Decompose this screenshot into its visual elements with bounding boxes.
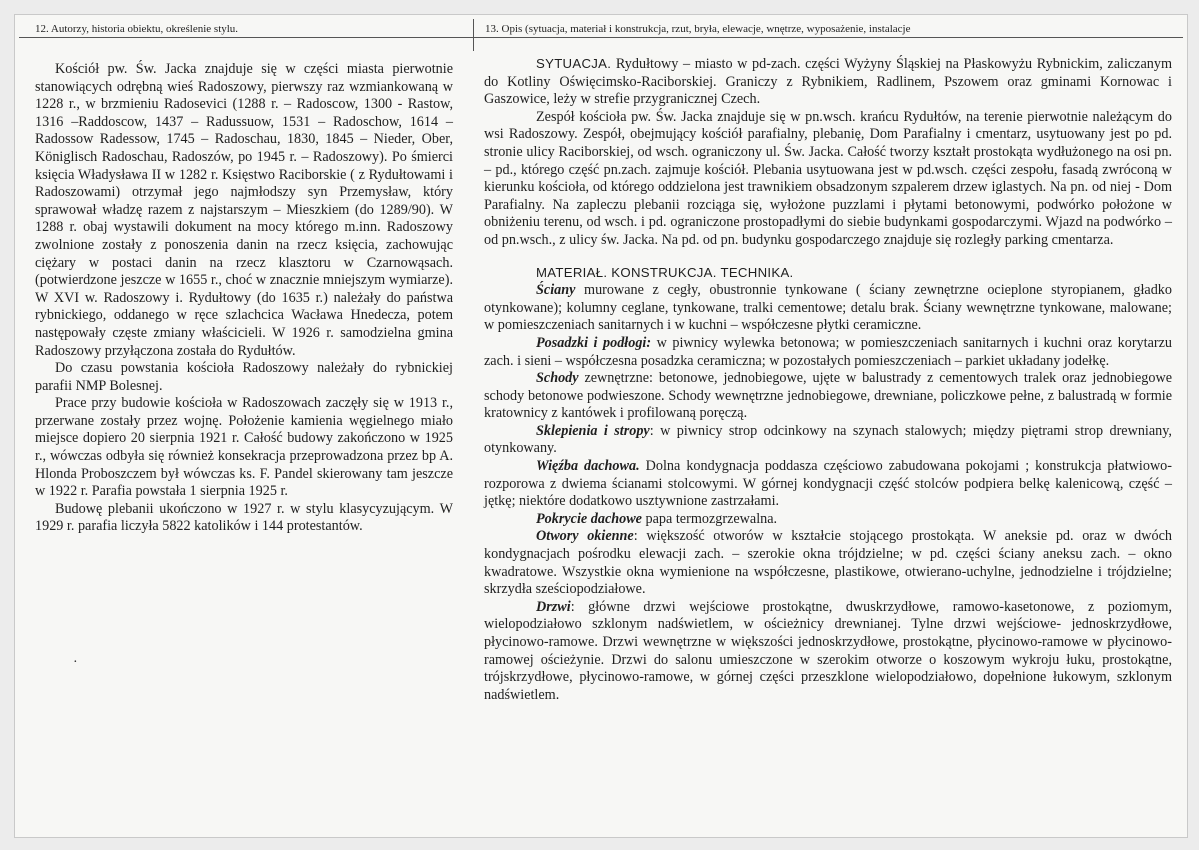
history-paragraph: Kościół pw. Św. Jacka znajduje się w części miasta pierwotnie stanowiących odrębną wieś Radoszowy, pierwszy raz wzmiankowaną w 1228 r., w brzmieniu Radosevici (1288 r. – Radoscow, 1300 - Rastow, 1316 –Raddoscow, 1437 – Radussuow, 1531 – Radoschow, 1614 – Radossow Radessow, 1745 – Radoschau, 1830, 1845 – Nieder, Ober, Königlisch Radoschau, Radoszów, po 1945 r. – Radoszowy). Po śmierci księcia Władysława II w 1282 r. Księstwo Raciborskie ( z Rydułtowami i Radoszowami) otrzymał jego najmłodszy syn Przemysław, który sprawował władzę razem z najstarszym – Mieszkiem (do 1289/90). W 1288 r. obaj wystawili dokument na mocy którego m.inn. Radoszowy zwolnione zostały z ponoszenia danin na rzecz księcia, zachowując ciężary w postaci danin na rzecz klasztoru w Czarnowąsach. (potwierdzone jeszcze w 1655 r., choć w znacznie mniejszym wymiarze). W XVI w. Radoszowy i. Rydułtowy (do 1635 r.) należały do państwa rybnickiego, oddanego w ręce szlachcica Wacława Hnedecza, potem następowały częste zmiany właścicieli. W 1926 r. samodzielna gmina Radoszowy przyłączona została do Rydułtów. (35, 61, 453, 359)
section-12-header: 12. Autorzy, historia obiektu, określenie stylu. (35, 23, 239, 35)
doors-text: : główne drzwi wejściowe prostokątne, dwuskrzydłowe, ramowo-kasetonowe, z poziomym, wielopodziałowo szklonym nadświetlem, w ościeżnicy drewnianej. Tylne drzwi wejściowe- jednoskrzydłowe, płycinowo-ramowe. Drzwi wewnętrzne w większości jednoskrzydłowe, prostokątne, płycinowo-ramowe w płycinowo-ramowej ościeżynie. Drzwi do salonu umieszczone w szerokim otworze o koszowym wykroju łuku, prostokątne, trójskrzydłowe, płycinowo-ramowe, w górnej części przeszklone wielopodziałowo, dopełnione łukowym, szklonym nadświetlem. (484, 598, 1172, 703)
stray-mark: · (73, 655, 78, 670)
doors-term: Drzwi (536, 598, 571, 615)
roofing-term: Pokrycie dachowe (536, 510, 642, 527)
roof-truss-text: Dolna kondygnacja poddasza częściowo zabudowana pokojami ; konstrukcja płatwiowo-rozporowa z dwiema ścianami stolcowymi. W górnej kondygnacji część stolców podpiera belkę kalenicową, część – jętkę; niektóre dodatkowo usztywnione zastrzałami. (484, 458, 1173, 510)
column-divider (473, 19, 474, 51)
roofing-paragraph (484, 511, 1172, 529)
walls-term: Ściany (536, 282, 576, 299)
roof-truss-paragraph (484, 458, 1172, 511)
windows-text: : większość otworów w kształcie stojącego prostokąta. W aneksie pd. oraz w dwóch kondygnacjach pośrodku elewacji zach. – szerokie okna trójdzielne; w pd. części ściany aneksu zach. – okno kwadratowe. Wszystkie okna wymienione na współczesne, plastikowe, otwierano-uchylne, jednodzielne i trójdzielne; skrzydła sześciopodziałowe. (484, 528, 1172, 598)
stairs-term: Schody (536, 370, 579, 387)
sytuacja-paragraph (484, 55, 1172, 109)
vaults-term: Sklepienia i stropy (536, 422, 650, 439)
stairs-text: zewnętrzne: betonowe, jednobiegowe, ujęte w balustrady z cementowych tralek oraz jednobiegowe schody betonowe podwieszone. Schody wewnętrzne jednobiegowe, drewniane, policzkowe pełne, z balustradą w formie kratownicy z kantówek i profilowaną poręczą. (484, 370, 1172, 422)
history-paragraph: Do czasu powstania kościoła Radoszowy należały do rybnickiej parafii NMP Bolesnej. (35, 360, 453, 394)
sytuacja-text: Rydułtowy – miasto w pd-zach. części Wyżyny Śląskiej na Płaskowyżu Rybnickim, zaliczanym do Kotliny Oświęcimsko-Raciborskiej. Graniczy z Rybnikiem, Radlinem, Pszowem oraz gminami Kornowac i Gaszowice, leży w strefie przygranicznej Czech. (484, 56, 1172, 108)
header-divider (19, 37, 1183, 38)
section-13-header: 13. Opis (sytuacja, materiał i konstrukcja, rzut, bryła, elewacje, wnętrze, wyposażenie, instalacje (485, 23, 911, 35)
vaults-paragraph (484, 423, 1172, 458)
vaults-text: : w piwnicy strop odcinkowy na szynach stalowych; między piętrami strop drewniany, otynkowany. (484, 422, 1172, 457)
stairs-paragraph (484, 370, 1172, 423)
floors-text: w piwnicy wylewka betonowa; w pomieszczeniach sanitarnych i kuchni oraz korytarzu zach. i sieni – współczesna posadzka ceramiczna; w pozostałych pomieszczeniach – parkiet układany jodełkę. (484, 334, 1172, 369)
history-paragraph: Budowę plebanii ukończono w 1927 r. w stylu klasycyzującym. W 1929 r. parafia liczyła 5822 katolików i 144 protestantów. (35, 500, 453, 535)
floors-paragraph (484, 335, 1172, 370)
material-heading-paragraph (484, 264, 1172, 283)
description-column (484, 49, 1172, 704)
sytuacja-heading: SYTUACJA. (536, 56, 612, 71)
history-column (35, 49, 453, 536)
windows-paragraph (484, 528, 1172, 598)
doors-paragraph (484, 599, 1172, 705)
floors-term: Posadzki i podłogi: (536, 334, 652, 351)
walls-text: murowane z cegły, obustronnie tynkowane ( ściany zewnętrzne ocieplone styropianem, gładko otynkowane); kolumny ceglane, tynkowane, tralki cementowe; detalu brak. Ściany wewnętrzne tynkowane, malowane; w pomieszczeniach sanitarnych i w kuchni – współczesne płytki ceramiczne. (484, 282, 1172, 334)
roof-truss-term: Więźba dachowa. (536, 458, 640, 475)
document-page (14, 14, 1188, 838)
walls-paragraph (484, 282, 1172, 335)
windows-term: Otwory okienne (536, 528, 634, 545)
history-paragraph: Prace przy budowie kościoła w Radoszowach zaczęły się w 1913 r., przerwane zostały przez wojnę. Położenie kamienia węgielnego miało miejsce dopiero 20 sierpnia 1921 r. Całość budowy zakończono w 1925 r., wówczas odbyła się również konsekracja przeprowadzona przez bp A. Hlonda Proboszczem był wówczas ks. F. Pandel skierowany tam jeszcze w 1922 r. Parafia powstała 1 sierpnia 1925 r. (35, 395, 453, 500)
roofing-text: papa termozgrzewalna. (641, 510, 778, 527)
zespol-paragraph: Zespół kościoła pw. Św. Jacka znajduje się w pn.wsch. krańcu Rydułtów, na terenie pierwotnie należącym do wsi Radoszowy. Zespół, obejmujący kościół parafialny, plebanię, Dom Parafialny i cmentarz, usytuowany jest po pd. stronie ulicy Raciborskiej, od wsch. ograniczony ul. Św. Jacka. Całość tworzy kształt prostokąta wydłużonego na osi pn. – pd., którego część pn.zach. zajmuje kościół. Plebania usytuowana jest w pd.wsch. części zespołu, fasadą zwróconą w kierunku kościoła, od którego oddzielona jest trawnikiem obsadzonym szpalerem drzew iglastych. Na pn. od niej - Dom Parafialny. Na zapleczu plebanii rozciąga się, wyłożone puzzlami i płytami betonowymi, podwórko położone w obniżeniu terenu, od wsch. i pd. ograniczone prostopadłymi do siebie budynkami gospodarczymi. Wjazd na podwórko – od pn.wsch., z ulicy św. Jacka. Na pd. od pn. budynku gospodarczego znajduje się rozległy parking cmentarza. (484, 108, 1172, 248)
material-heading: MATERIAŁ. KONSTRUKCJA. TECHNIKA. (536, 264, 794, 280)
